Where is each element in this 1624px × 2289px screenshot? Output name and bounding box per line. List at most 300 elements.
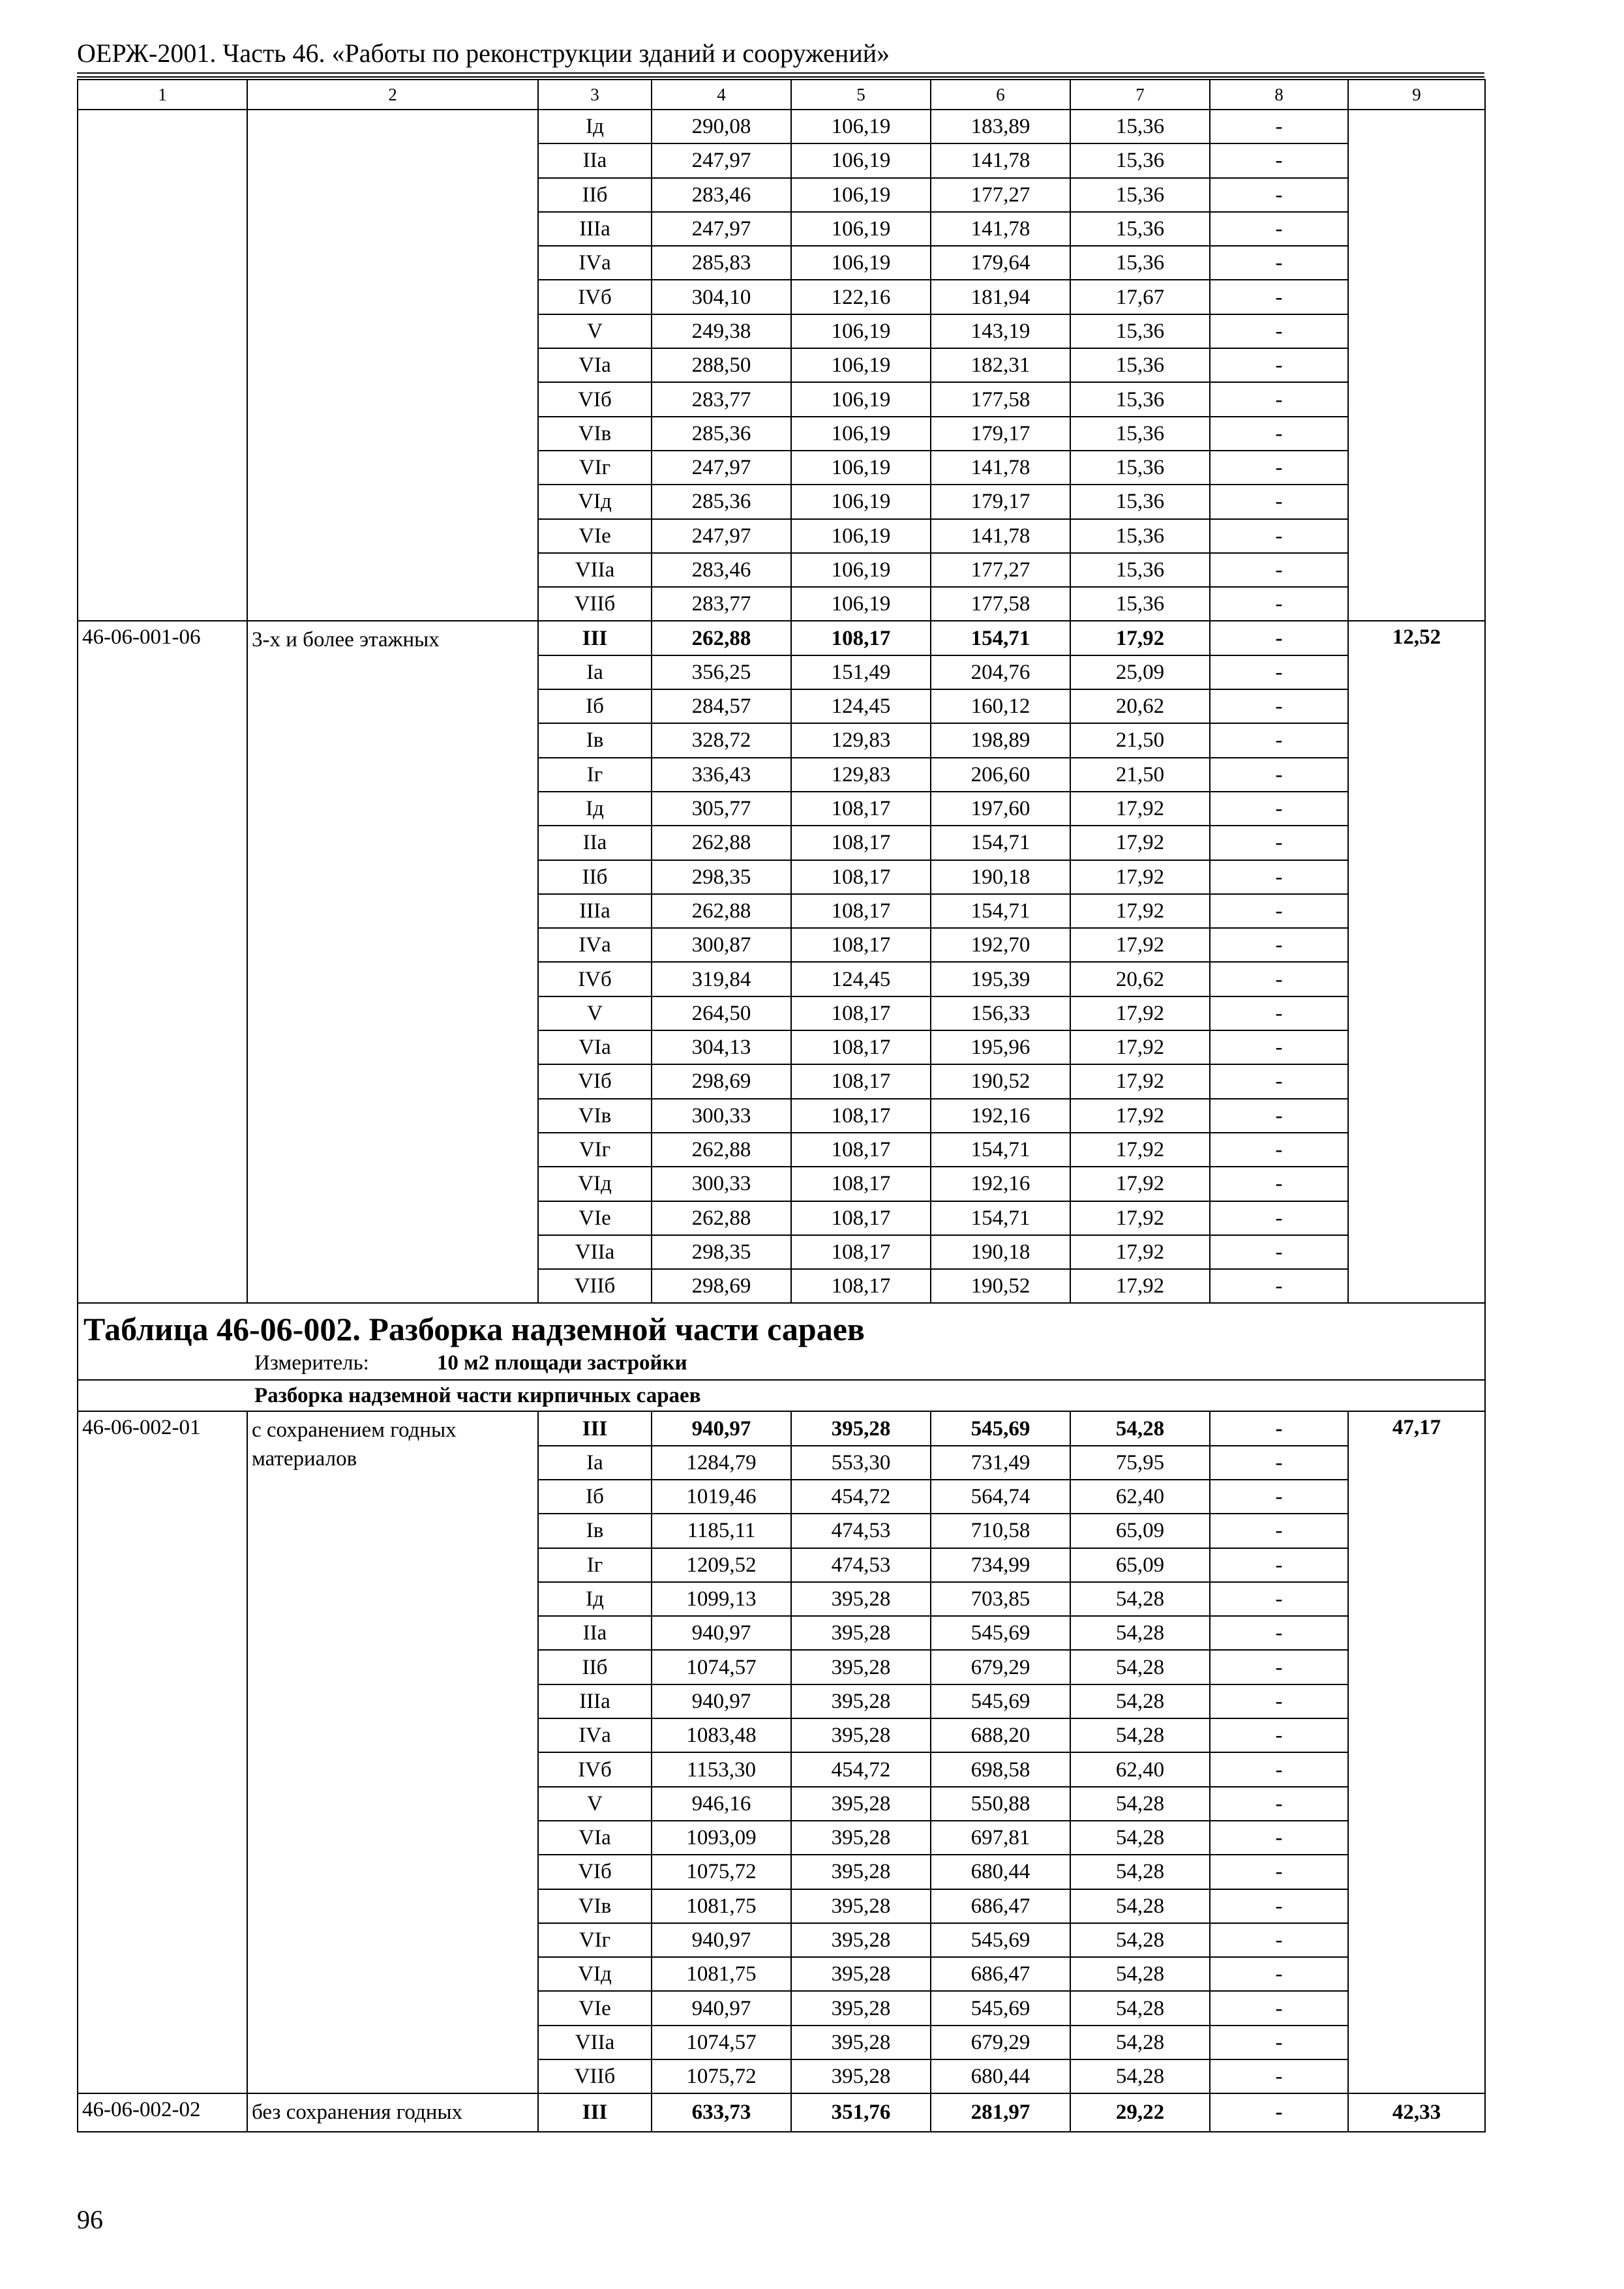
table-cell: 17,67 [1070, 280, 1210, 314]
labor-cost: 12,52 [1348, 621, 1485, 1303]
table-cell: 1074,57 [652, 1650, 791, 1684]
table-cell: IIа [538, 143, 652, 177]
item-code: 46-06-002-01 [78, 1411, 247, 2093]
table-cell: 474,53 [791, 1548, 931, 1582]
table-cell: 177,58 [931, 587, 1070, 621]
table-cell: IIIа [538, 212, 652, 246]
table-cell: 545,69 [931, 1616, 1070, 1650]
table-cell: 686,47 [931, 1957, 1070, 1991]
table-cell: 940,97 [652, 1684, 791, 1718]
table-cell: - [1210, 519, 1348, 553]
table-cell: 106,19 [791, 110, 931, 143]
table-cell: 108,17 [791, 1064, 931, 1098]
table-cell: - [1210, 1480, 1348, 1514]
table-cell: 15,36 [1070, 348, 1210, 382]
table-cell: 698,58 [931, 1752, 1070, 1786]
item-name: 3-х и более этажных [247, 621, 538, 1303]
table-cell: Iб [538, 1480, 652, 1514]
column-number: 9 [1348, 80, 1485, 110]
table-cell: 192,70 [931, 928, 1070, 962]
column-number: 7 [1070, 80, 1210, 110]
table-cell: IIб [538, 178, 652, 212]
table-cell: 395,28 [791, 1787, 931, 1821]
table-cell: 697,81 [931, 1821, 1070, 1855]
item-name: с сохранением годных материалов [247, 1411, 538, 2093]
table-cell: 154,71 [931, 826, 1070, 860]
item-main-row [78, 2093, 1485, 2131]
table-cell: 15,36 [1070, 212, 1210, 246]
table-cell: - [1210, 2093, 1348, 2131]
table-cell: VIе [538, 1991, 652, 2025]
table-cell: - [1210, 1684, 1348, 1718]
table-cell: 262,88 [652, 1133, 791, 1167]
table-cell: 106,19 [791, 314, 931, 348]
table-cell: 288,50 [652, 348, 791, 382]
table-cell: 633,73 [652, 2093, 791, 2131]
table-cell: 15,36 [1070, 382, 1210, 416]
table-cell: 17,92 [1070, 826, 1210, 860]
table-cell: IVб [538, 1752, 652, 1786]
table-cell: - [1210, 655, 1348, 689]
column-number: 4 [652, 80, 791, 110]
table-cell: - [1210, 1446, 1348, 1480]
column-number: 1 [78, 80, 247, 110]
table-cell: 54,28 [1070, 1957, 1210, 1991]
running-header: ОЕРЖ-2001. Часть 46. «Работы по реконструкции зданий и сооружений» [77, 38, 890, 68]
table-cell: VIг [538, 451, 652, 485]
subheading: Разборка надземной части кирпичных сараев [78, 1380, 1485, 1411]
column-number: 5 [791, 80, 931, 110]
table-cell: 395,28 [791, 1718, 931, 1752]
table-cell: - [1210, 1752, 1348, 1786]
table-cell: 29,22 [1070, 2093, 1210, 2131]
table-cell: 17,92 [1070, 792, 1210, 826]
table-cell: 108,17 [791, 894, 931, 928]
unit-value: 10 м2 площади застройки [436, 1351, 687, 1375]
table-cell: V [538, 996, 652, 1030]
table-cell: 17,92 [1070, 928, 1210, 962]
table-cell: - [1210, 1235, 1348, 1269]
table-cell: 395,28 [791, 1889, 931, 1923]
table-cell: 124,45 [791, 689, 931, 723]
table-cell: 940,97 [652, 1991, 791, 2025]
table-cell: 17,92 [1070, 1064, 1210, 1098]
table-cell: VIIа [538, 1235, 652, 1269]
table-cell: - [1210, 246, 1348, 280]
page-number: 96 [77, 2205, 103, 2234]
table-cell: 25,09 [1070, 655, 1210, 689]
table-cell: 54,28 [1070, 2026, 1210, 2059]
table-cell: 395,28 [791, 1957, 931, 1991]
table-cell: 21,50 [1070, 758, 1210, 792]
table-cell: - [1210, 928, 1348, 962]
table-cell: 15,36 [1070, 314, 1210, 348]
table-cell: 17,92 [1070, 894, 1210, 928]
table-cell: - [1210, 314, 1348, 348]
table-cell: 141,78 [931, 212, 1070, 246]
table-cell: - [1210, 1133, 1348, 1167]
column-number-row [78, 80, 1485, 110]
table-cell: 262,88 [652, 894, 791, 928]
table-cell: 108,17 [791, 996, 931, 1030]
table-cell: 15,36 [1070, 110, 1210, 143]
table-cell: 204,76 [931, 655, 1070, 689]
table-cell: 304,13 [652, 1030, 791, 1064]
table-cell: 474,53 [791, 1514, 931, 1548]
table-cell: 395,28 [791, 1616, 931, 1650]
item-name: без сохранения годных [247, 2093, 538, 2131]
table-cell: - [1210, 2026, 1348, 2059]
table-cell: - [1210, 860, 1348, 894]
table-cell: 304,10 [652, 280, 791, 314]
table-cell: - [1210, 1269, 1348, 1303]
table-cell: V [538, 314, 652, 348]
table-cell: - [1210, 758, 1348, 792]
table-cell: 15,36 [1070, 178, 1210, 212]
table-cell: - [1210, 110, 1348, 143]
table-cell: 190,52 [931, 1269, 1070, 1303]
table-cell: VIа [538, 1821, 652, 1855]
table-cell: 290,08 [652, 110, 791, 143]
table-cell: - [1210, 1957, 1348, 1991]
table-cell: 54,28 [1070, 2059, 1210, 2093]
table-cell: 20,62 [1070, 689, 1210, 723]
table-cell: 1153,30 [652, 1752, 791, 1786]
table-cell: 731,49 [931, 1446, 1070, 1480]
table-cell: 710,58 [931, 1514, 1070, 1548]
table-cell: 54,28 [1070, 1923, 1210, 1957]
table-cell: 154,71 [931, 894, 1070, 928]
table-cell: VIе [538, 519, 652, 553]
table-cell: III [538, 2093, 652, 2131]
table-cell: 262,88 [652, 621, 791, 655]
table-cell: VIд [538, 1167, 652, 1201]
item-code: 46-06-001-06 [78, 621, 247, 1303]
table-cell: 395,28 [791, 2059, 931, 2093]
table-cell: 395,28 [791, 1582, 931, 1616]
table-cell: 154,71 [931, 1133, 1070, 1167]
table-cell: VIа [538, 348, 652, 382]
table-cell: VIд [538, 485, 652, 518]
table-cell: III [538, 621, 652, 655]
table-cell: 106,19 [791, 348, 931, 382]
table-cell: 553,30 [791, 1446, 931, 1480]
table-cell: 285,36 [652, 417, 791, 451]
table-cell: 283,46 [652, 553, 791, 587]
table-cell: 351,76 [791, 2093, 931, 2131]
table-cell: 680,44 [931, 1855, 1070, 1889]
table-cell: 154,71 [931, 621, 1070, 655]
table-cell: - [1210, 826, 1348, 860]
table-cell: 17,92 [1070, 1269, 1210, 1303]
table-cell: 122,16 [791, 280, 931, 314]
table-cell: 688,20 [931, 1718, 1070, 1752]
table-cell: 108,17 [791, 1133, 931, 1167]
table-cell: 395,28 [791, 1991, 931, 2025]
item-main-row [78, 1411, 1485, 1445]
table-cell: 54,28 [1070, 1889, 1210, 1923]
table-cell: 108,17 [791, 1235, 931, 1269]
table-cell: 106,19 [791, 451, 931, 485]
table-cell: 108,17 [791, 1269, 931, 1303]
table-cell: 1093,09 [652, 1821, 791, 1855]
table-cell: - [1210, 1064, 1348, 1098]
table-cell: - [1210, 417, 1348, 451]
column-number: 6 [931, 80, 1070, 110]
item-main-row [78, 621, 1485, 655]
table-cell: 15,36 [1070, 451, 1210, 485]
table-cell: 545,69 [931, 1684, 1070, 1718]
table-cell: - [1210, 1201, 1348, 1235]
table-cell: - [1210, 143, 1348, 177]
table-cell: 1081,75 [652, 1889, 791, 1923]
table-cell: IVа [538, 928, 652, 962]
table-cell: 1185,11 [652, 1514, 791, 1548]
table-cell: 20,62 [1070, 962, 1210, 996]
table-cell: IIб [538, 1650, 652, 1684]
table-cell: 545,69 [931, 1991, 1070, 2025]
table-cell: Iв [538, 723, 652, 757]
table-cell: 262,88 [652, 1201, 791, 1235]
table-title: Таблица 46-06-002. Разборка надземной части сараев [83, 1311, 865, 1348]
table-cell: 181,94 [931, 280, 1070, 314]
table-cell: 946,16 [652, 1787, 791, 1821]
table-cell: 564,74 [931, 1480, 1070, 1514]
table-cell: 75,95 [1070, 1446, 1210, 1480]
table-cell: 179,17 [931, 417, 1070, 451]
section-heading-row [78, 1303, 1485, 1380]
item-name [247, 110, 538, 621]
table-cell: 192,16 [931, 1167, 1070, 1201]
table-cell: - [1210, 1030, 1348, 1064]
table-cell: 285,83 [652, 246, 791, 280]
table-cell: - [1210, 451, 1348, 485]
table-cell: 550,88 [931, 1787, 1070, 1821]
table-cell: 395,28 [791, 1821, 931, 1855]
table-cell: 65,09 [1070, 1548, 1210, 1582]
table-cell: 190,52 [931, 1064, 1070, 1098]
table-cell: Iд [538, 110, 652, 143]
table-cell: 108,17 [791, 1201, 931, 1235]
column-number: 2 [247, 80, 538, 110]
table-row [78, 110, 1485, 143]
table-cell: III [538, 1411, 652, 1445]
table-cell: 940,97 [652, 1411, 791, 1445]
table-cell: 106,19 [791, 417, 931, 451]
table-cell: 141,78 [931, 451, 1070, 485]
table-cell: 17,92 [1070, 1235, 1210, 1269]
table-cell: 298,69 [652, 1269, 791, 1303]
item-code: 46-06-002-02 [78, 2093, 247, 2131]
table-cell: 454,72 [791, 1752, 931, 1786]
table-cell: 1081,75 [652, 1957, 791, 1991]
table-cell: 182,31 [931, 348, 1070, 382]
table-cell: 17,92 [1070, 996, 1210, 1030]
table-cell: IVб [538, 962, 652, 996]
table-cell: 179,17 [931, 485, 1070, 518]
table-cell: VIе [538, 1201, 652, 1235]
table-cell: 54,28 [1070, 1582, 1210, 1616]
table-cell: Iг [538, 758, 652, 792]
table-cell: Iб [538, 689, 652, 723]
table-cell: VIIб [538, 587, 652, 621]
table-cell: 17,92 [1070, 860, 1210, 894]
header-rule [77, 72, 1484, 74]
table-cell: VIб [538, 1064, 652, 1098]
section-heading [78, 1303, 1485, 1380]
table-cell: 247,97 [652, 212, 791, 246]
table-cell: - [1210, 1099, 1348, 1133]
table-cell: 15,36 [1070, 587, 1210, 621]
table-cell: 305,77 [652, 792, 791, 826]
table-cell: - [1210, 587, 1348, 621]
table-cell: IVа [538, 1718, 652, 1752]
table-cell: IIа [538, 826, 652, 860]
table-cell: IIIа [538, 894, 652, 928]
table-cell: VIг [538, 1133, 652, 1167]
table-cell: - [1210, 1582, 1348, 1616]
table-cell: 54,28 [1070, 1821, 1210, 1855]
table-cell: 106,19 [791, 587, 931, 621]
table-cell: 143,19 [931, 314, 1070, 348]
table-cell: 190,18 [931, 1235, 1070, 1269]
labor-cost [1348, 110, 1485, 621]
table-cell: VIIа [538, 553, 652, 587]
unit-label: Измеритель: [254, 1351, 369, 1375]
table-cell: - [1210, 1616, 1348, 1650]
labor-cost: 47,17 [1348, 1411, 1485, 2093]
price-table [77, 79, 1486, 2132]
table-cell: 21,50 [1070, 723, 1210, 757]
table-cell: 17,92 [1070, 621, 1210, 655]
table-cell: - [1210, 894, 1348, 928]
table-cell: 298,35 [652, 860, 791, 894]
table-cell: 54,28 [1070, 1718, 1210, 1752]
table-cell: 54,28 [1070, 1411, 1210, 1445]
table-cell: 298,69 [652, 1064, 791, 1098]
table-cell: 106,19 [791, 178, 931, 212]
table-cell: 190,18 [931, 860, 1070, 894]
table-cell: VIIа [538, 2026, 652, 2059]
table-cell: 247,97 [652, 451, 791, 485]
table-cell: 197,60 [931, 792, 1070, 826]
table-cell: - [1210, 1167, 1348, 1201]
table-cell: - [1210, 348, 1348, 382]
table-cell: - [1210, 553, 1348, 587]
table-cell: IVа [538, 246, 652, 280]
table-cell: 54,28 [1070, 1991, 1210, 2025]
table-cell: VIIб [538, 1269, 652, 1303]
table-cell: 283,46 [652, 178, 791, 212]
table-cell: 703,85 [931, 1582, 1070, 1616]
table-cell: - [1210, 1548, 1348, 1582]
table-cell: 545,69 [931, 1411, 1070, 1445]
labor-cost: 42,33 [1348, 2093, 1485, 2131]
table-cell: 300,33 [652, 1167, 791, 1201]
table-cell: VIв [538, 417, 652, 451]
table-cell: 106,19 [791, 485, 931, 518]
table-cell: 177,27 [931, 178, 1070, 212]
table-cell: 281,97 [931, 2093, 1070, 2131]
table-cell: VIб [538, 382, 652, 416]
table-cell: VIв [538, 1099, 652, 1133]
table-cell: 108,17 [791, 1030, 931, 1064]
table-cell: 129,83 [791, 723, 931, 757]
table-cell: 1083,48 [652, 1718, 791, 1752]
table-cell: VIг [538, 1923, 652, 1957]
table-cell: IIа [538, 1616, 652, 1650]
table-cell: - [1210, 996, 1348, 1030]
table-cell: - [1210, 1991, 1348, 2025]
table-cell: 54,28 [1070, 1855, 1210, 1889]
table-cell: 106,19 [791, 143, 931, 177]
table-cell: 1209,52 [652, 1548, 791, 1582]
table-cell: - [1210, 485, 1348, 518]
table-cell: 179,64 [931, 246, 1070, 280]
table-cell: 17,92 [1070, 1201, 1210, 1235]
table-cell: 395,28 [791, 1411, 931, 1445]
table-cell: 108,17 [791, 860, 931, 894]
table-cell: 454,72 [791, 1480, 931, 1514]
table-cell: 62,40 [1070, 1752, 1210, 1786]
table-cell: 108,17 [791, 1099, 931, 1133]
table-cell: 106,19 [791, 553, 931, 587]
table-cell: VIв [538, 1889, 652, 1923]
table-cell: 106,19 [791, 246, 931, 280]
table-cell: IVб [538, 280, 652, 314]
table-cell: 1099,13 [652, 1582, 791, 1616]
table-cell: 106,19 [791, 382, 931, 416]
table-cell: 940,97 [652, 1616, 791, 1650]
table-cell: 15,36 [1070, 417, 1210, 451]
table-cell: - [1210, 2059, 1348, 2093]
table-cell: VIб [538, 1855, 652, 1889]
table-cell: 395,28 [791, 1650, 931, 1684]
table-cell: Iв [538, 1514, 652, 1548]
table-cell: 154,71 [931, 1201, 1070, 1235]
table-cell: - [1210, 1923, 1348, 1957]
table-cell: 300,87 [652, 928, 791, 962]
table-cell: 54,28 [1070, 1787, 1210, 1821]
table-cell: 298,35 [652, 1235, 791, 1269]
table-cell: 17,92 [1070, 1133, 1210, 1167]
table-cell: 17,92 [1070, 1030, 1210, 1064]
table-cell: 283,77 [652, 382, 791, 416]
table-cell: - [1210, 1889, 1348, 1923]
table-cell: - [1210, 1855, 1348, 1889]
table-cell: - [1210, 1514, 1348, 1548]
table-cell: Iд [538, 792, 652, 826]
table-cell: Iа [538, 655, 652, 689]
table-cell: 15,36 [1070, 485, 1210, 518]
table-cell: 395,28 [791, 1855, 931, 1889]
table-cell: 395,28 [791, 1923, 931, 1957]
table-cell: 249,38 [652, 314, 791, 348]
table-cell: 1019,46 [652, 1480, 791, 1514]
table-cell: 206,60 [931, 758, 1070, 792]
table-cell: - [1210, 382, 1348, 416]
table-cell: 247,97 [652, 519, 791, 553]
table-cell: 65,09 [1070, 1514, 1210, 1548]
table-cell: 1075,72 [652, 1855, 791, 1889]
table-cell: 284,57 [652, 689, 791, 723]
table-cell: Iа [538, 1446, 652, 1480]
table-cell: Iд [538, 1582, 652, 1616]
table-cell: - [1210, 178, 1348, 212]
table-cell: 679,29 [931, 1650, 1070, 1684]
table-cell: IIIа [538, 1684, 652, 1718]
table-cell: - [1210, 689, 1348, 723]
